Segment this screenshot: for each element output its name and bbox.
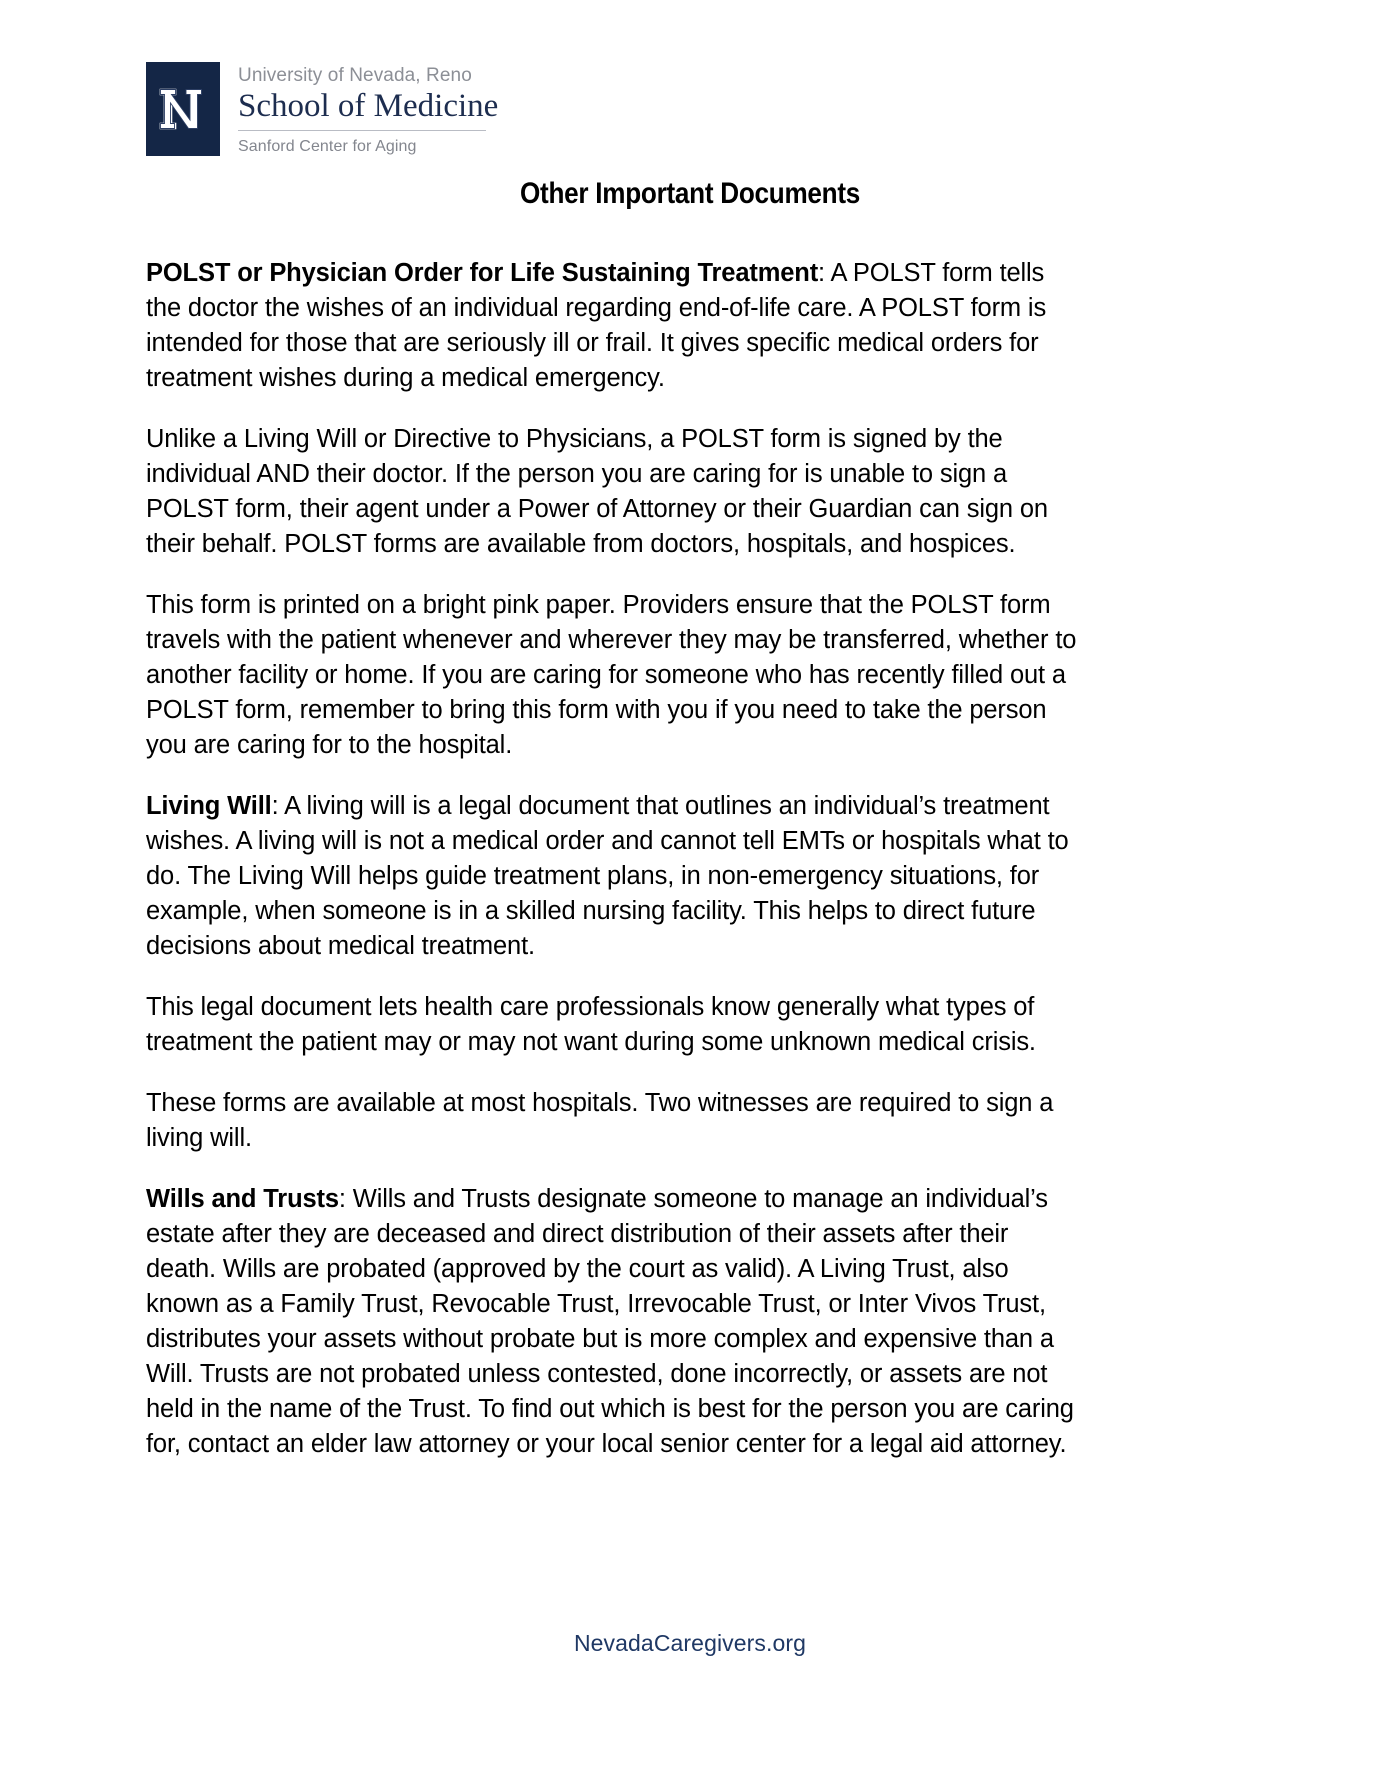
page-title: Other Important Documents — [519, 177, 861, 210]
paragraph-polst-signing — [146, 422, 1082, 562]
footer-site-name: NevadaCaregivers.org — [573, 1630, 807, 1656]
unr-block-n-logo-icon — [146, 62, 220, 156]
logo-center-line: Sanford Center for Aging — [238, 138, 417, 155]
paragraph-text: : Wills and Trusts designate someone to manage an individual’s estate after they are deceased and direct distribution of their assets after their death. Wills are probated (approved by the court as valid). A Living Trust, also known as a Family Trust, Revocable Trust, Irrevocable Trust, or Inter Vivos Trust, distributes your assets without probate but is more complex and expensive than a Will. Trusts are not probated unless contested, done incorrectly, or assets are not held in the name of the Trust. To find out which is best for the person you are caring for, contact an elder law attorney or your local senior center for a legal aid attorney. — [146, 1185, 1074, 1458]
paragraph-polst-pink-paper — [146, 588, 1082, 763]
paragraph-text: This form is printed on a bright pink paper. Providers ensure that the POLST form travels with the patient whenever and wherever they may be transferred, whether to another facility or home. If you are caring for someone who has recently filled out a POLST form, remember to bring this form with you if you need to take the person you are caring for to the hospital. — [146, 591, 1077, 759]
paragraph-lead: POLST or Physician Order for Life Sustaining Treatment — [146, 259, 819, 287]
paragraph-living-will-purpose — [146, 990, 1082, 1060]
paragraph-text: These forms are available at most hospitals. Two witnesses are required to sign a living will. — [146, 1089, 1054, 1152]
logo-university-line: University of Nevada, Reno — [238, 65, 472, 86]
unr-school-of-medicine-logo — [146, 62, 498, 158]
document-body — [146, 256, 1082, 1462]
logo-school-line: School of Medicine — [238, 88, 499, 124]
paragraph-lead: Living Will — [146, 792, 272, 820]
logo-text-group — [238, 62, 498, 157]
paragraph-wills-and-trusts — [146, 1182, 1082, 1462]
paragraph-text: Unlike a Living Will or Directive to Physicians, a POLST form is signed by the individual AND their doctor. If the person you are caring for is unable to sign a POLST form, their agent under a Power of Attorney or their Guardian can sign on their behalf. POLST forms are available from doctors, hospitals, and hospices. — [146, 425, 1048, 558]
logo-divider — [238, 130, 486, 131]
paragraph-living-will-availability — [146, 1086, 1082, 1156]
paragraph-text: : A living will is a legal document that outlines an individual’s treatment wishes. A living will is not a medical order and cannot tell EMTs or hospitals what to do. The Living Will helps guide treatment plans, in non-emergency situations, for example, when someone is in a skilled nursing facility. This helps to direct future decisions about medical treatment. — [146, 792, 1069, 960]
paragraph-living-will — [146, 789, 1082, 964]
paragraph-lead: Wills and Trusts — [146, 1185, 339, 1213]
paragraph-text: : A POLST form tells the doctor the wishes of an individual regarding end-of-life care. A POLST form is intended for those that are seriously ill or frail. It gives specific medical orders for treatment wishes during a medical emergency. — [146, 259, 1047, 392]
paragraph-polst-intro — [146, 256, 1082, 396]
paragraph-text: This legal document lets health care professionals know generally what types of treatment the patient may or may not want during some unknown medical crisis. — [146, 993, 1036, 1056]
